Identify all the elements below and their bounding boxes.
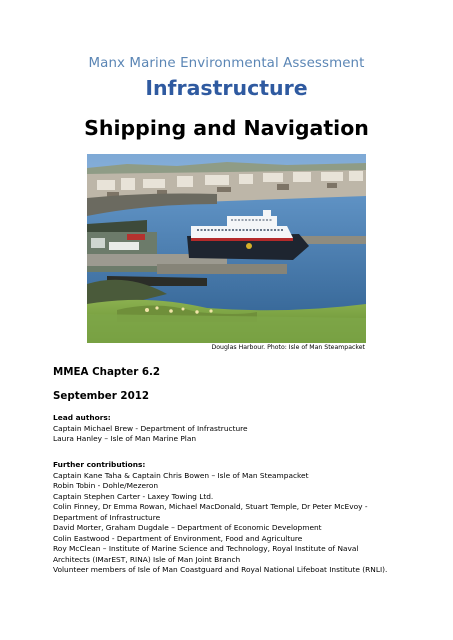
lead-authors-heading: Lead authors: (53, 413, 111, 422)
lead-author-line: Laura Hanley – Isle of Man Marine Plan (53, 434, 197, 443)
lead-author-line: Captain Michael Brew - Department of Infrastructure (53, 423, 248, 433)
contributor-line: Roy McClean – Institute of Marine Science and Technology, Royal Institute of Naval (53, 544, 359, 553)
further-contributions-heading: Further contributions: (53, 460, 146, 469)
series-title: Manx Marine Environmental Assessment (88, 56, 365, 71)
photo-caption: Douglas Harbour. Photo: Isle of Man Steampacket (211, 344, 365, 351)
contributor-line: Volunteer members of Isle of Man Coastguard and Royal National Lifeboat Institute (RNLI). (53, 565, 388, 574)
contributor-line: Robin Tobin - Dohle/Mezeron (53, 481, 159, 490)
chapter-label: MMEA Chapter 6.2 (53, 366, 161, 378)
contributor-line: Captain Stephen Carter - Laxey Towing Ltd. (53, 491, 214, 501)
lead-authors-section (53, 413, 413, 445)
harbour-photo (87, 154, 366, 343)
further-contributions-section (53, 460, 413, 576)
document-title: Shipping and Navigation (84, 116, 369, 140)
contributor-line: David Morter, Graham Dugdale – Department of Economic Development (53, 523, 322, 532)
contributor-line: Department of Infrastructure (53, 512, 161, 522)
section-title: Infrastructure (145, 76, 308, 100)
contributor-line: Colin Finney, Dr Emma Rowan, Michael MacDonald, Stuart Temple, Dr Peter McEvoy - (53, 502, 368, 511)
contributor-line: Colin Eastwood - Department of Environment, Food and Agriculture (53, 533, 303, 543)
contributor-line: Architects (IMarEST, RINA) Isle of Man Joint Branch (53, 554, 241, 564)
publication-date: September 2012 (53, 390, 150, 402)
contributor-line: Captain Kane Taha & Captain Chris Bowen – Isle of Man Steampacket (53, 470, 309, 480)
